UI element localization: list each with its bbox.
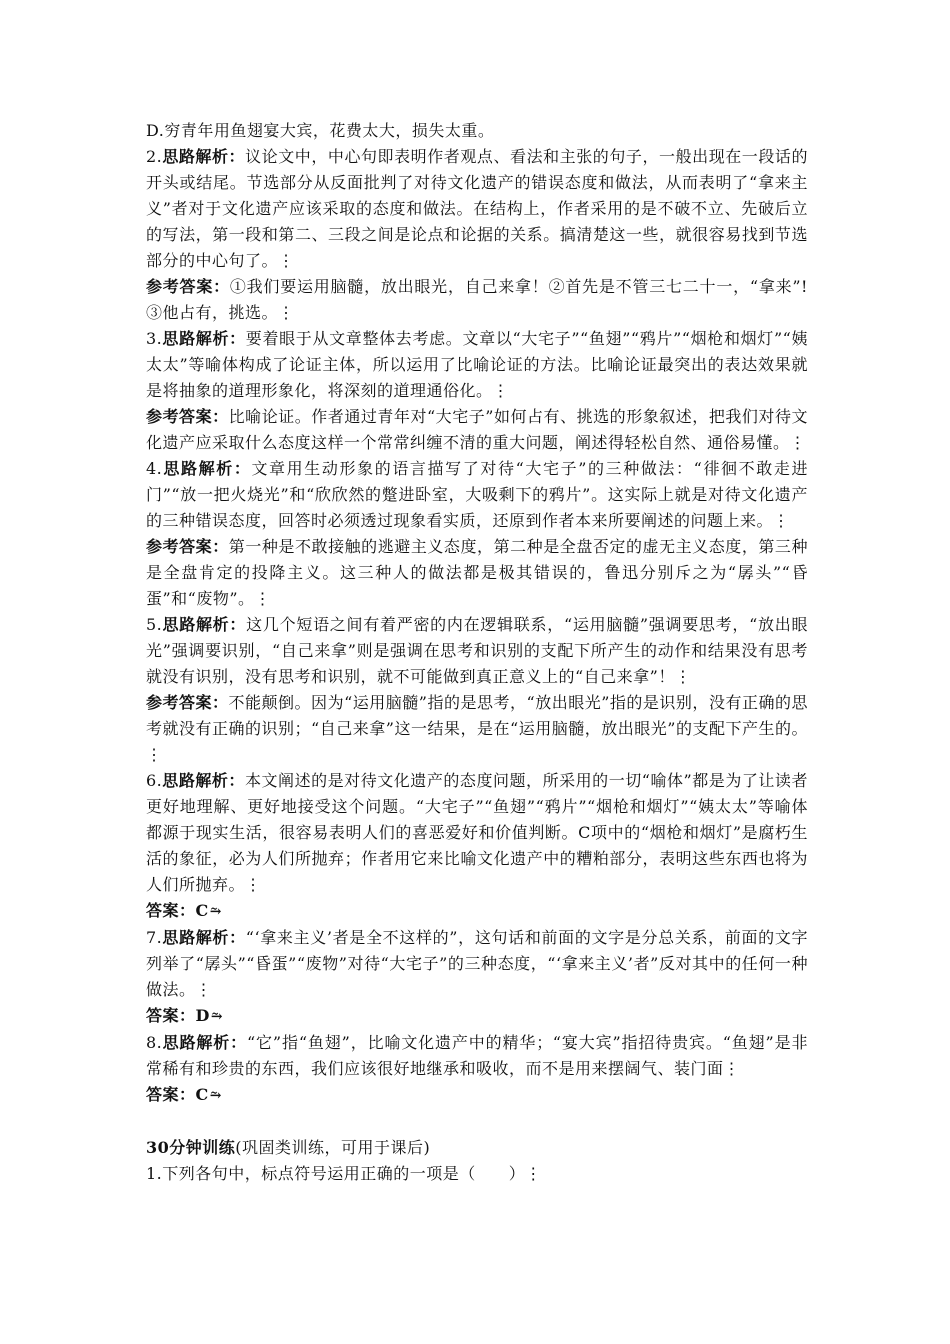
q2-number: 2. (146, 147, 163, 166)
q4-text: 文章用生动形象的语言描写了对待“大宅子”的三种做法：“徘徊不敢走进门”“放一把火烧光”和“欣欣然的蹩进卧室，大吸剩下的鸦片”。这实际上就是对待文化遗产的三种错误态度，回答时必须透过现象看实质，还原到作者本来所要阐述的问题上来。⋮ (146, 459, 808, 530)
q6-answer-label: 答案： (146, 901, 196, 920)
q5-label: 思路解析： (162, 615, 247, 634)
paragraph-mark-icon: ⥲ (209, 904, 222, 920)
q5-answer-label: 参考答案： (146, 693, 229, 712)
q5-text: 这几个短语之间有着严密的内在逻辑联系，“运用脑髓”强调要思考，“放出眼光”强调要识别，“自己来拿”则是强调在思考和识别的支配下所产生的动作和结果没有思考就没有识别，没有思考和识别，就不可能做到真正意义上的“自己来拿”！⋮ (146, 615, 808, 686)
q4-analysis (146, 456, 808, 534)
q7-text: “‘拿来主义’者是全不这样的”，这句话和前面的文字是分总关系，前面的文字列举了“孱头”“昏蛋”“废物”对待“大宅子”的三种态度，“‘拿来主义’者”反对其中的任何一种做法。⋮ (146, 928, 808, 999)
option-d-line: D.穷青年用鱼翅宴大宾，花费太大，损失太重。 (146, 121, 495, 140)
q6-analysis (146, 768, 808, 898)
q7-answer-label: 答案： (146, 1006, 196, 1025)
q3-analysis (146, 326, 808, 404)
q2-answer-label: 参考答案： (146, 277, 230, 296)
q3-answer (146, 404, 808, 456)
q4-number: 4. (146, 459, 163, 478)
q8-text: “它”指“鱼翅”，比喻文化遗产中的精华；“宴大宾”指招待贵宾。“鱼翅”是非常稀有和珍贵的东西，我们应该很好地继承和吸收，而不是用来摆阔气、装门面⋮ (146, 1033, 808, 1078)
q4-answer-text: 第一种是不敢接触的逃避主义态度，第二种是全盘否定的虚无主义态度，第三种是全盘肯定的投降主义。这三种人的做法都是极其错误的，鲁迅分别斥之为“孱头”“昏蛋”和“废物”。⋮ (146, 537, 808, 608)
section-title: 30分钟训练 (146, 1138, 236, 1157)
q6-answer (146, 898, 808, 925)
q3-answer-label: 参考答案： (146, 407, 229, 426)
q3-text: 要着眼于从文章整体去考虑。文章以“大宅子”“鱼翅”“鸦片”“烟枪和烟灯”“姨太太”等喻体构成了论证主体，所以运用了比喻论证的方法。比喻论证最突出的表达效果就是将抽象的道理形象化，将深刻的道理通俗化。⋮ (146, 329, 808, 400)
q6-text: 本文阐述的是对待文化遗产的态度问题，所采用的一切“喻体”都是为了让读者更好地理解、更好地接受这个问题。“大宅子”“鱼翅”“鸦片”“烟枪和烟灯”“姨太太”等喻体都源于现实生活，很容易表明人们的喜恶爱好和价值判断。C项中的“烟枪和烟灯”是腐朽生活的象征，必为人们所抛弃；作者用它来比喻文化遗产中的糟粕部分，表明这些东西也将为人们所抛弃。⋮ (146, 771, 808, 894)
q6-label: 思路解析： (162, 771, 245, 790)
q5-number: 5. (146, 615, 163, 634)
q2-label: 思路解析： (162, 147, 246, 166)
q5-answer-text: 不能颠倒。因为“运用脑髓”指的是思考，“放出眼光”指的是识别，没有正确的思考就没有正确的识别；“自己来拿”这一结果，是在“运用脑髓，放出眼光”的支配下产生的。⋮ (146, 693, 808, 764)
paragraph-mark-icon: ⥲ (210, 1009, 224, 1025)
section-heading (146, 1135, 808, 1161)
q8-number: 8. (146, 1033, 163, 1052)
exercise-1: 1.下列各句中，标点符号运用正确的一项是（ ）⋮ (146, 1164, 542, 1183)
q3-number: 3. (146, 329, 163, 348)
q5-analysis (146, 612, 808, 690)
q2-analysis (146, 144, 808, 274)
q7-answer-text: D (195, 1006, 210, 1025)
q6-answer-text: C (195, 901, 209, 920)
section-subtitle: (巩固类训练，可用于课后) (235, 1138, 431, 1157)
q8-label: 思路解析： (162, 1033, 247, 1052)
q4-answer-label: 参考答案： (146, 537, 229, 556)
q2-answer (146, 274, 808, 326)
q8-answer-label: 答案： (146, 1085, 196, 1104)
q5-answer (146, 690, 808, 768)
q8-answer (146, 1082, 808, 1109)
q7-answer (146, 1003, 808, 1030)
q4-label: 思路解析： (162, 459, 252, 478)
blank-line (146, 1109, 808, 1135)
q6-number: 6. (146, 771, 163, 790)
q7-label: 思路解析： (162, 928, 246, 947)
q7-analysis (146, 925, 808, 1003)
q3-answer-text: 比喻论证。作者通过青年对“大宅子”如何占有、挑选的形象叙述，把我们对待文化遗产应采取什么态度这样一个常常纠缠不清的重大问题，阐述得轻松自然、通俗易懂。⋮ (146, 407, 808, 452)
q8-analysis (146, 1030, 808, 1082)
q2-text: 议论文中，中心句即表明作者观点、看法和主张的句子，一般出现在一段话的开头或结尾。节选部分从反面批判了对待文化遗产的错误态度和做法，从而表明了“拿来主义”者对于文化遗产应该采取的态度和做法。在结构上，作者采用的是不破不立、先破后立的写法，第一段和第二、三段之间是论点和论据的关系。搞清楚这一些，就很容易找到节选部分的中心句了。⋮ (146, 147, 808, 270)
paragraph-mark-icon: ⥲ (209, 1088, 222, 1104)
q2-answer-text: ①我们要运用脑髓，放出眼光，自己来拿！②首先是不管三七二十一，“拿来”!③他占有，挑选。⋮ (146, 277, 808, 322)
document-page (146, 118, 808, 1187)
q3-label: 思路解析： (162, 329, 246, 348)
q7-number: 7. (146, 928, 163, 947)
q4-answer (146, 534, 808, 612)
q8-answer-text: C (195, 1085, 209, 1104)
